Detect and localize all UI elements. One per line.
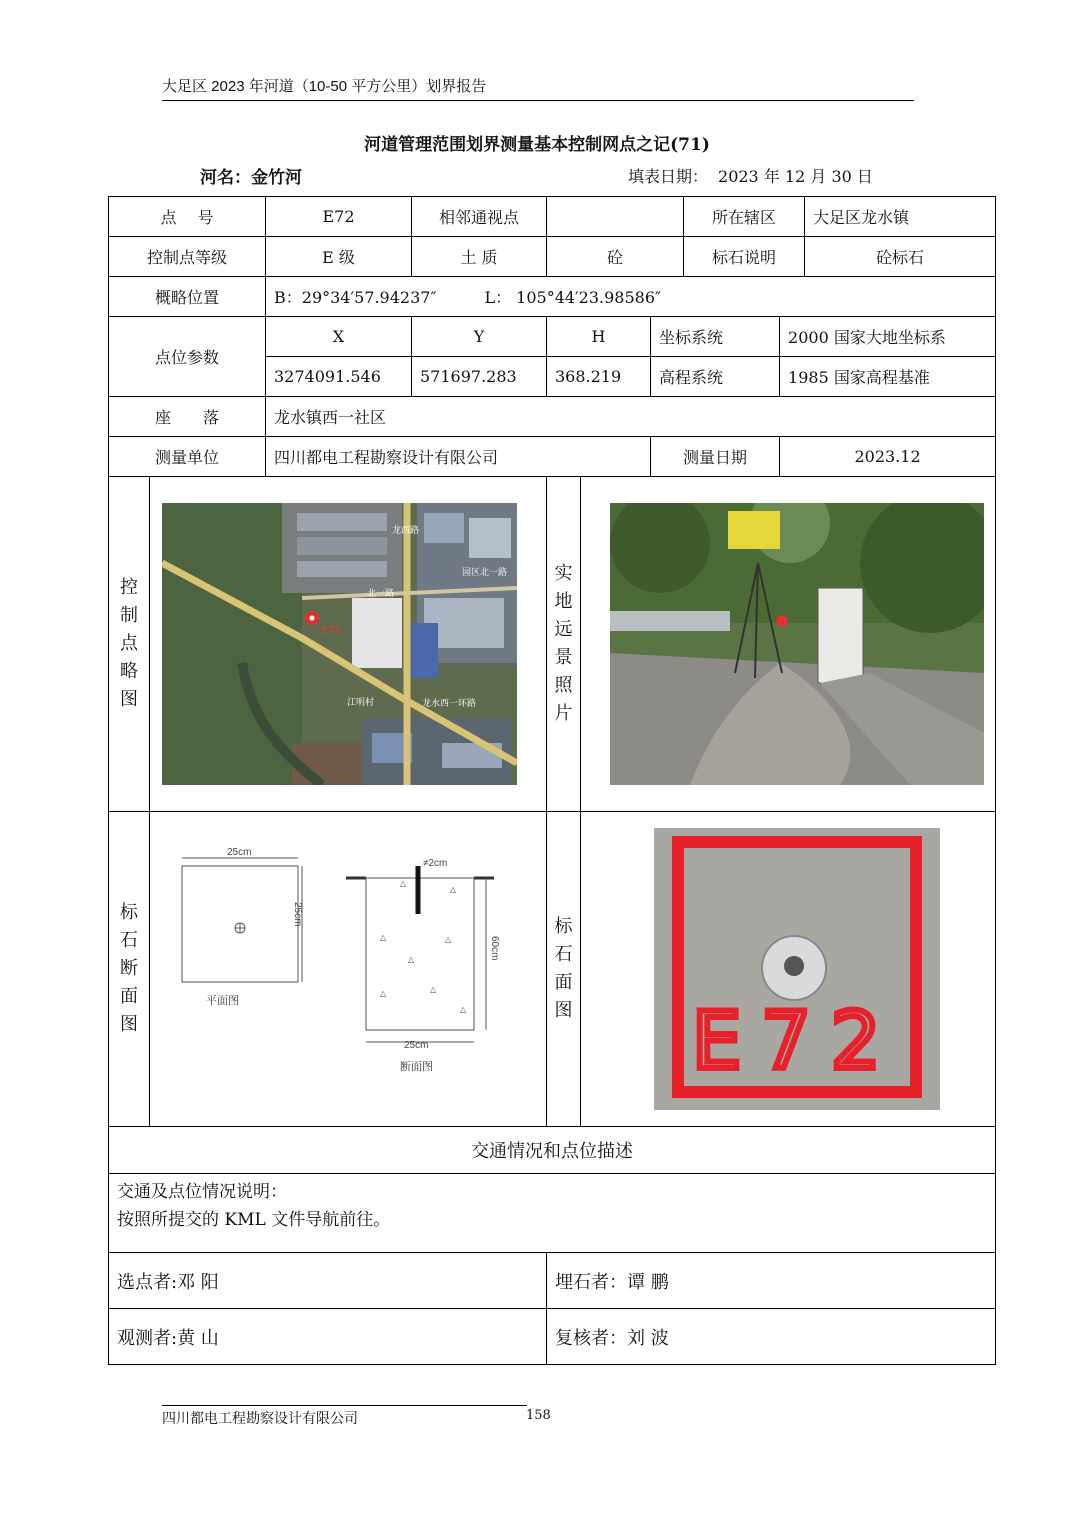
- soil-value: 砼: [547, 237, 684, 277]
- face-photo-cell: [581, 812, 996, 1127]
- marker-face-photo: [654, 828, 940, 1110]
- traffic-line1: 交通及点位情况说明：: [117, 1182, 287, 1202]
- params-label: 点位参数: [109, 317, 266, 397]
- latitude: B：29°34′57.94237″: [274, 288, 437, 307]
- grade-value: E 级: [266, 237, 412, 277]
- observer: 观测者:黄 山: [109, 1309, 547, 1365]
- face-painted-id: E72: [692, 997, 901, 1087]
- fill-date-value: 2023 年 12 月 30 日: [718, 167, 873, 186]
- page-title: 河道管理范围划界测量基本控制网点之记(71): [364, 135, 710, 155]
- unit-label: 测量单位: [109, 437, 266, 477]
- location-value: [266, 277, 996, 317]
- traffic-line2: 按照所提交的 KML 文件导航前往。: [117, 1210, 391, 1230]
- marker-value: 砼标石: [805, 237, 996, 277]
- district-value: 大足区龙水镇: [805, 197, 996, 237]
- map-point-label: E72: [322, 625, 342, 636]
- y-value: 571697.283: [412, 357, 547, 397]
- sketch-map-cell: [150, 477, 547, 812]
- face-label: [547, 812, 581, 1127]
- marker-section-drawing: [150, 812, 527, 1126]
- soil-label: 土 质: [412, 237, 547, 277]
- footer-rule: [162, 1405, 527, 1406]
- face-label-text: 标石面图: [554, 916, 573, 1021]
- footer-company: 四川都电工程勘察设计有限公司: [162, 1411, 358, 1427]
- map-road1: 北一路: [367, 589, 395, 599]
- selector: 选点者:邓 阳: [109, 1253, 547, 1309]
- svg-text:△: △: [430, 985, 437, 994]
- x-head: X: [266, 317, 412, 357]
- plan-dim-top: 25cm: [227, 847, 252, 858]
- survey-date: 2023.12: [780, 437, 996, 477]
- coord-sys: 2000 国家大地坐标系: [780, 317, 996, 357]
- map-road3: 龙西路: [392, 526, 420, 536]
- control-point-table: [108, 196, 996, 1365]
- location-label: 概略位置: [109, 277, 266, 317]
- photo-label: [547, 477, 581, 812]
- coord-sys-label: 坐标系统: [651, 317, 780, 357]
- unit-value: 四川都电工程勘察设计有限公司: [266, 437, 651, 477]
- fill-date-label: 填表日期：: [628, 167, 709, 186]
- grade-label: 控制点等级: [109, 237, 266, 277]
- adjacent-label: 相邻通视点: [412, 197, 547, 237]
- svg-text:△: △: [380, 989, 387, 998]
- seat-value: 龙水镇西一社区: [266, 397, 996, 437]
- sketch-label-text: 控制点略图: [120, 577, 138, 710]
- x-value: 3274091.546: [266, 357, 412, 397]
- svg-text:△: △: [445, 935, 452, 944]
- page-number: 158: [526, 1408, 551, 1423]
- svg-text:△: △: [400, 879, 407, 888]
- svg-text:△: △: [408, 955, 415, 964]
- svg-text:△: △: [450, 885, 457, 894]
- burier: 埋石者：谭 鹏: [547, 1253, 996, 1309]
- map-village: 江明村: [347, 698, 375, 708]
- elev-sys-label: 高程系统: [651, 357, 780, 397]
- map-road2: 园区北一路: [462, 568, 508, 578]
- longitude: L： 105°44′23.98586″: [484, 288, 662, 307]
- svg-text:△: △: [380, 933, 387, 942]
- section-dim-side: 60cm: [489, 936, 500, 961]
- traffic-desc: [109, 1174, 996, 1253]
- page-header: 大足区 2023 年河道（10-50 平方公里）划界报告: [162, 76, 914, 101]
- h-value: 368.219: [547, 357, 651, 397]
- plan-dim-side: 25cm: [292, 902, 303, 927]
- y-head: Y: [412, 317, 547, 357]
- seat-label: 座 落: [109, 397, 266, 437]
- section-label-text: 标石断面图: [120, 902, 138, 1035]
- fill-date: [628, 164, 873, 187]
- point-no: E72: [266, 197, 412, 237]
- photo-label-text: 实地远景照片: [554, 563, 573, 724]
- reviewer: 复核者：刘 波: [547, 1309, 996, 1365]
- section-caption: 断面图: [400, 1061, 433, 1073]
- traffic-heading: 交通情况和点位描述: [109, 1127, 996, 1174]
- site-photo: [610, 503, 984, 785]
- river-name: 河名：金竹河: [200, 168, 302, 188]
- marker-label: 标石说明: [684, 237, 805, 277]
- section-dim-top: ≠2cm: [423, 858, 448, 869]
- district-label: 所在辖区: [684, 197, 805, 237]
- point-no-label: 点 号: [109, 197, 266, 237]
- h-head: H: [547, 317, 651, 357]
- section-drawing-cell: [150, 812, 547, 1127]
- section-dim-bottom: 25cm: [404, 1040, 429, 1051]
- adjacent-value: [547, 197, 684, 237]
- sketch-label: [109, 477, 150, 812]
- satellite-map: [162, 503, 517, 785]
- photo-cell: [581, 477, 996, 812]
- section-label: [109, 812, 150, 1127]
- svg-text:△: △: [460, 1005, 467, 1014]
- plan-caption: 平面图: [206, 995, 239, 1007]
- survey-date-label: 测量日期: [651, 437, 780, 477]
- map-road4: 龙水西一环路: [422, 699, 477, 709]
- elev-sys: 1985 国家高程基准: [780, 357, 996, 397]
